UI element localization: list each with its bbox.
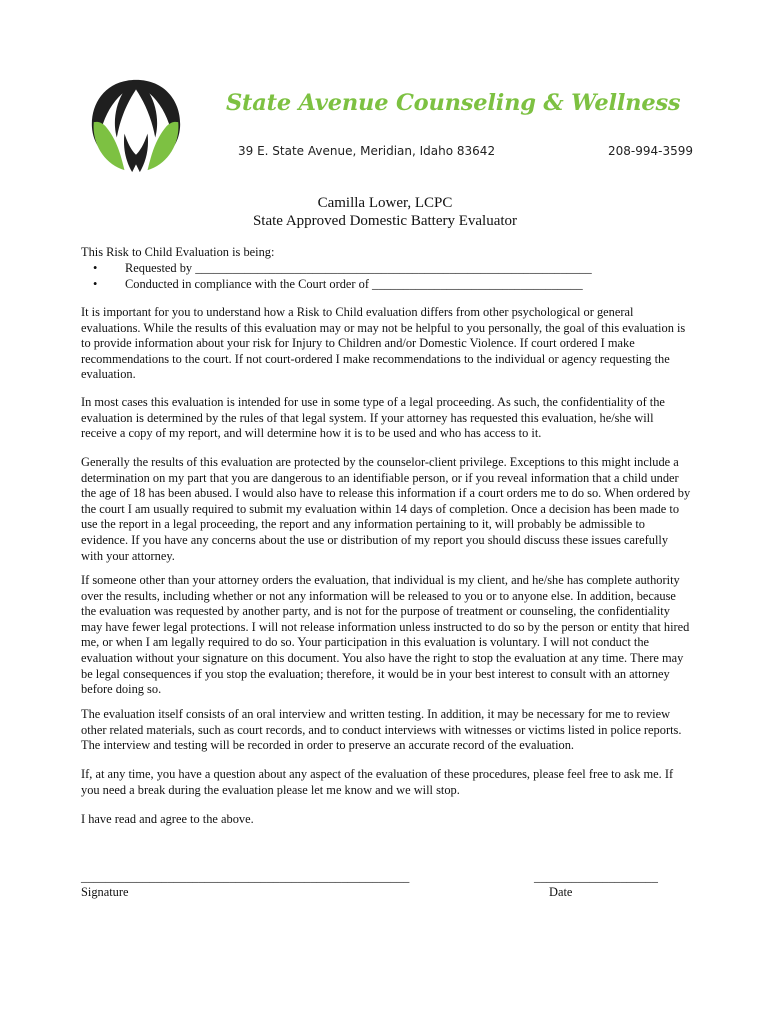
signature-label: Signature — [81, 885, 129, 899]
paragraph-agreement: I have read and agree to the above. — [81, 812, 254, 826]
paragraph-legal-proceeding: In most cases this evaluation is intended for use in some type of a legal proceeding. As such, the confidentiality of the evaluation is determined by the rules of that legal system. If your attorney has requested this evaluation, he/she will receive a copy of my report, and will determine how it is to be used and who has access to it. — [81, 395, 665, 441]
evaluator-title: State Approved Domestic Battery Evaluator — [252, 213, 518, 229]
court-order-field[interactable]: • Conducted in compliance with the Court order of __________________________________ — [93, 277, 693, 293]
evaluation-reason-list — [93, 261, 693, 292]
leaf-logo-icon — [88, 78, 184, 174]
organization-phone: 208-994-3599 — [608, 144, 694, 158]
date-label: Date — [549, 885, 573, 899]
requested-by-field[interactable]: • Requested by ________________________________________________________________ — [93, 261, 693, 277]
paragraph-questions: If, at any time, you have a question about any aspect of the evaluation of these procedures, please feel free to ask me. If you need a break during the evaluation please let me know and we will stop. — [81, 767, 674, 797]
paragraph-third-party: If someone other than your attorney orders the evaluation, that individual is my client, and he/she has complete authority over the results, including whether or not any information will be released to you or to anyone else. In addition, because the evaluation was requested by another party, and is not for the purpose of treatment or counseling, the confidentiality may have fewer legal protections. I will not release information unless instructed to do so by the person or entity that hired me, or when I am legally required to do so. Your participation in this evaluation is voluntary. I will not conduct the evaluation without your signature on this document. You also have the right to stop the evaluation at any time. There may be legal consequences if you stop the evaluation; therefore, it would be in your best interest to consult with an attorney before doing so. — [81, 573, 690, 697]
date-field[interactable]: ____________________ — [534, 870, 658, 884]
signature-field[interactable]: _____________________________________________________ — [81, 870, 410, 884]
paragraph-evaluation-differs: It is important for you to understand how a Risk to Child evaluation differs from other psychological or general evaluations. While the results of this evaluation may or may not be helpful to you personally, the goal of this evaluation is to provide information about your risk for Injury to Children and/or Domestic Violence. If court ordered I make recommendations to the court. If not court-ordered I make recommendations to the individual or agency requesting the evaluation. — [81, 305, 686, 382]
organization-name: State Avenue Counseling & Wellness — [226, 90, 681, 116]
evaluation-intro: This Risk to Child Evaluation is being: — [81, 245, 275, 259]
organization-address: 39 E. State Avenue, Meridian, Idaho 83642 — [238, 144, 496, 158]
evaluator-name: Camilla Lower, LCPC — [317, 195, 453, 211]
paragraph-privilege: Generally the results of this evaluation are protected by the counselor-client privilege. Exceptions to this might include a determination on my part that you are dangerous to an identifiable person, or if you reveal information that a child under the age of 18 has been abused. I would also have to release this information if a court orders me to do so. When ordered by the court I am usually required to submit my evaluation within 14 days of completion. Once a decision has been made to use the report in a legal proceeding, the report and any information pertaining to it, will probably be admissible to evidence. If you have any concerns about the use or distribution of my report you should discuss these issues carefully with your attorney. — [81, 455, 691, 563]
paragraph-evaluation-content: The evaluation itself consists of an oral interview and written testing. In addition, it may be necessary for me to review other related materials, such as court records, and to conduct interviews with witnesses or victims listed in police reports. The interview and testing will be recorded in order to preserve an accurate record of the evaluation. — [81, 707, 682, 753]
